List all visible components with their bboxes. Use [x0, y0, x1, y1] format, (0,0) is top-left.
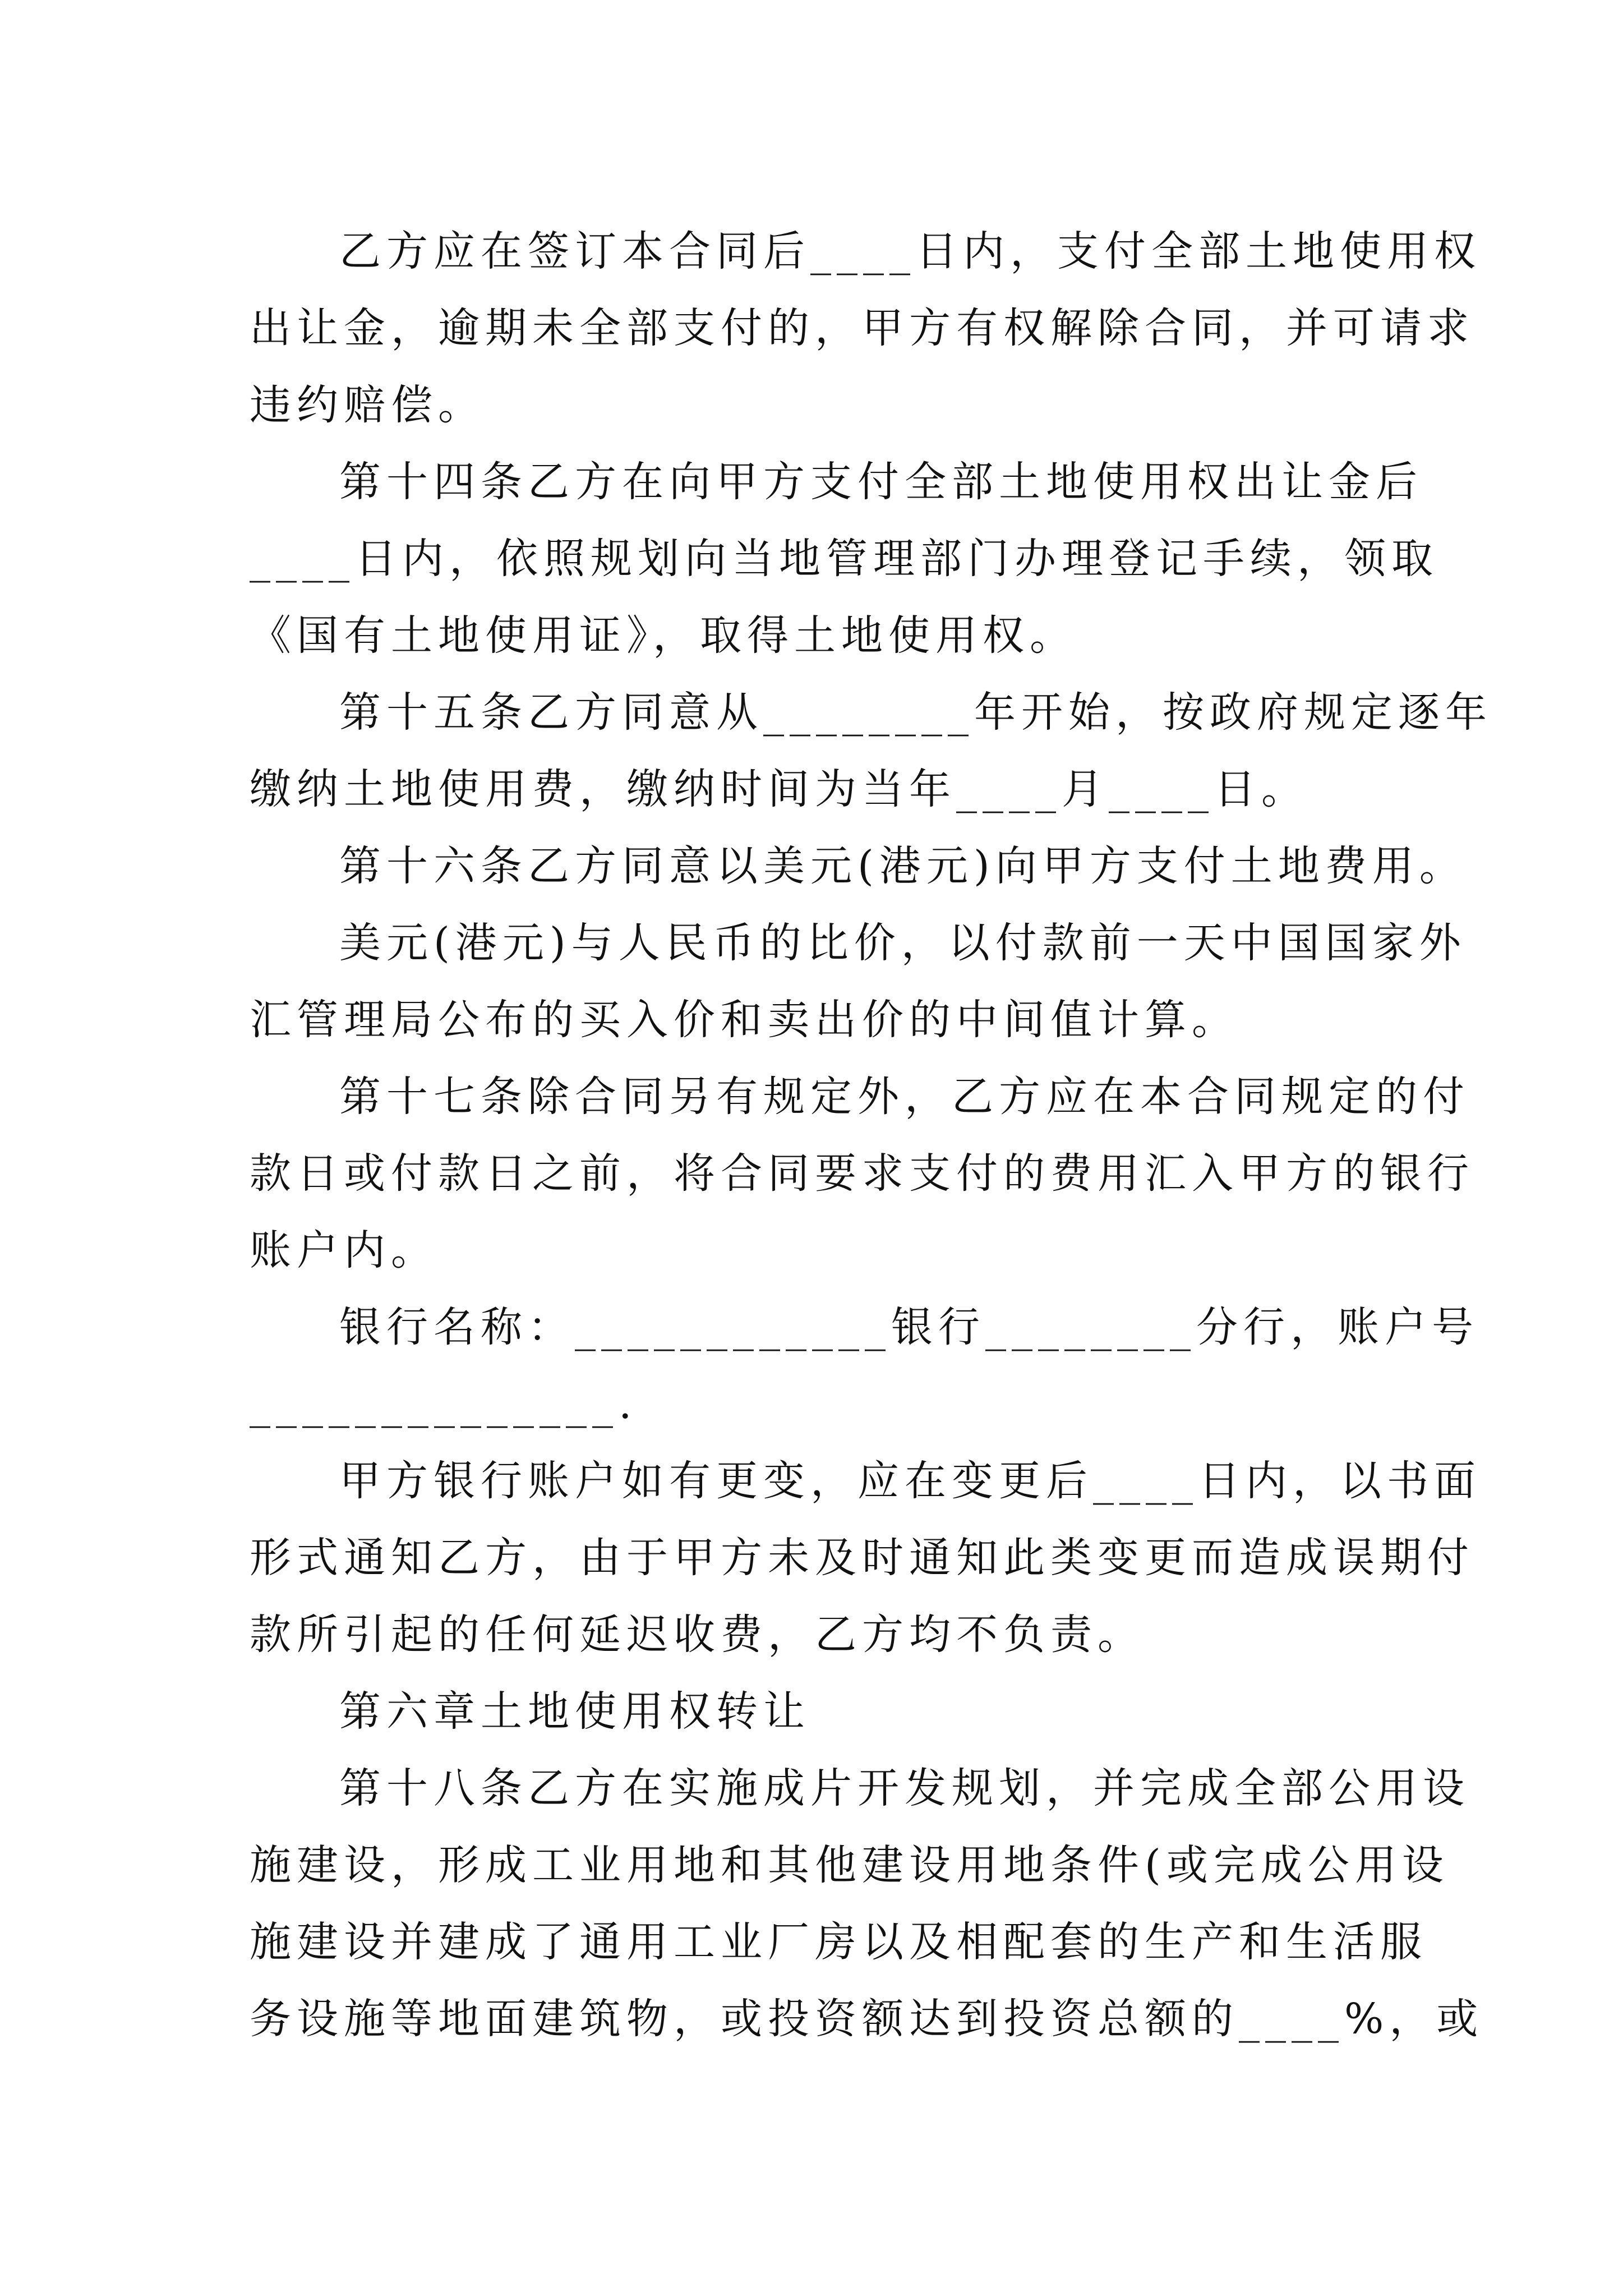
text-line: 第十五条乙方同意从________年开始，按政府规定逐年 — [339, 688, 1492, 737]
text-line: 甲方银行账户如有更变，应在变更后____日内，以书面 — [339, 1457, 1481, 1505]
text-line: 第十七条除合同另有规定外，乙方应在本合同规定的付 — [339, 1073, 1470, 1121]
text-line: 账户内。 — [250, 1226, 438, 1274]
text-line: 汇管理局公布的买入价和卖出价的中间值计算。 — [250, 996, 1239, 1044]
text-line: 出让金，逾期未全部支付的，甲方有权解除合同，并可请求 — [250, 304, 1474, 352]
text-line: 务设施等地面建筑物，或投资额达到投资总额的____%，或 — [250, 1995, 1484, 2043]
text-line: 第十八条乙方在实施成片开发规划，并完成全部公用设 — [339, 1764, 1470, 1812]
text-line: 银行名称：____________银行________分行，账户号 — [339, 1303, 1479, 1351]
text-line: ______________. — [250, 1380, 638, 1428]
text-line: ____日内，依照规划向当地管理部门办理登记手续，领取 — [250, 535, 1438, 583]
text-line: 形式通知乙方，由于甲方未及时通知此类变更而造成误期付 — [250, 1534, 1474, 1582]
chapter-heading: 第六章土地使用权转让 — [339, 1687, 810, 1736]
text-line: 款所引起的任何延迟收费，乙方均不负责。 — [250, 1611, 1145, 1659]
text-line: 乙方应在签订本合同后____日内，支付全部土地使用权 — [339, 227, 1481, 275]
contract-text — [250, 213, 1492, 2058]
text-line: 美元(港元)与人民币的比价，以付款前一天中国国家外 — [339, 919, 1467, 967]
text-line: 缴纳土地使用费，缴纳时间为当年____月____日。 — [250, 765, 1308, 813]
text-line: 施建设，形成工业用地和其他建设用地条件(或完成公用设 — [250, 1841, 1449, 1889]
text-line: 款日或付款日之前，将合同要求支付的费用汇入甲方的银行 — [250, 1149, 1474, 1198]
text-line: 第十六条乙方同意以美元(港元)向甲方支付土地费用。 — [339, 842, 1467, 890]
text-line: 施建设并建成了通用工业厂房以及相配套的生产和生活服 — [250, 1918, 1427, 1966]
text-line: 《国有土地使用证》，取得土地使用权。 — [250, 611, 1077, 660]
text-line: 第十四条乙方在向甲方支付全部土地使用权出让金后 — [339, 458, 1423, 506]
text-line: 违约赔偿。 — [250, 381, 485, 429]
